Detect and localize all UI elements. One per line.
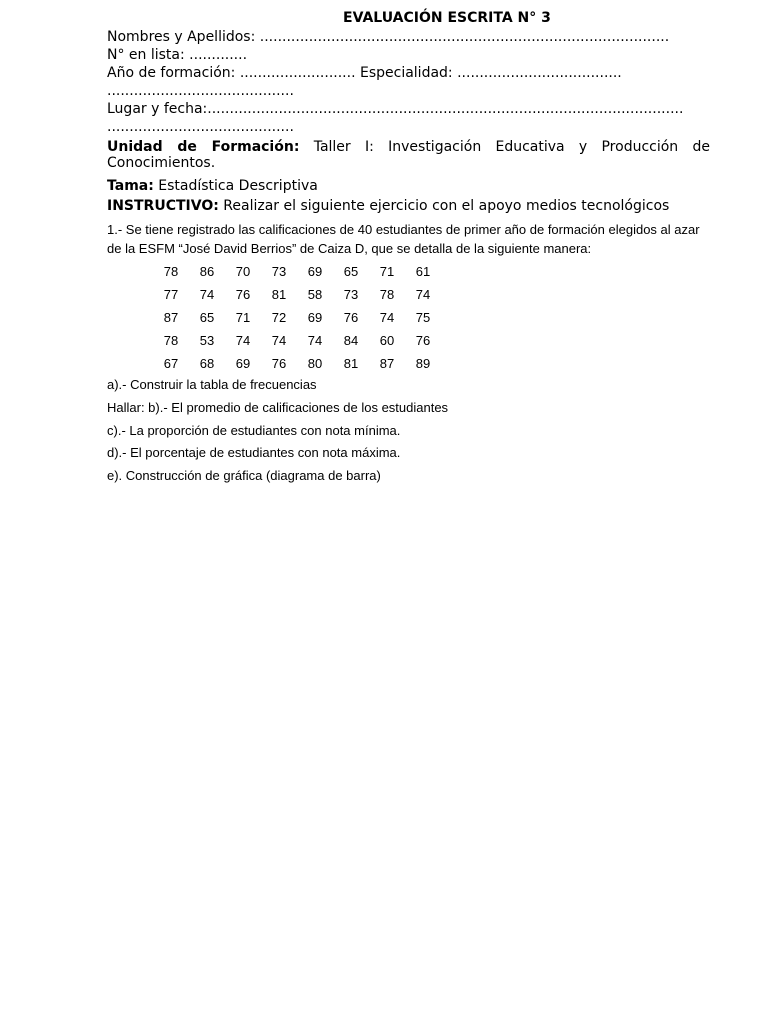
tama-text: Estadística Descriptiva [153,178,318,194]
score-cell: 65 [343,264,359,279]
field-lugar-fecha: Lugar y fecha:........................................................................................................... [107,101,684,117]
field-lista: N° en lista: ............. [107,47,248,63]
scores-row [153,306,441,329]
task-c: c).- La proporción de estudiantes con nota mínima. [107,423,401,438]
score-cell: 74 [307,333,323,348]
score-cell: 77 [163,287,179,302]
score-cell: 69 [307,264,323,279]
instructivo-text: Realizar el siguiente ejercicio con el apoyo medios tecnológicos [218,198,670,214]
score-cell: 58 [307,287,323,302]
score-cell: 81 [271,287,287,302]
score-cell: 69 [307,310,323,325]
score-cell: 53 [199,333,215,348]
score-cell: 76 [235,287,251,302]
unidad-formacion [107,139,710,171]
field-nombres: Nombres y Apellidos: ............................................................................................ [107,29,670,45]
score-cell: 86 [199,264,215,279]
score-cell: 73 [271,264,287,279]
score-cell: 61 [415,264,431,279]
score-cell: 69 [235,356,251,371]
scores-row [153,329,441,352]
tama-line [107,177,318,195]
score-cell: 87 [163,310,179,325]
score-cell: 76 [271,356,287,371]
score-cell: 74 [235,333,251,348]
score-cell: 74 [199,287,215,302]
tama-label: Tama: [107,178,154,194]
scores-row [153,352,441,375]
scores-row [153,283,441,306]
score-cell: 65 [199,310,215,325]
score-cell: 76 [343,310,359,325]
score-cell: 74 [271,333,287,348]
score-cell: 67 [163,356,179,371]
field-anio-especialidad: Año de formación: .......................... Especialidad: ..................................... [107,65,622,81]
task-b: Hallar: b).- El promedio de calificaciones de los estudiantes [107,400,449,415]
score-cell: 71 [235,310,251,325]
score-cell: 74 [379,310,395,325]
scores-row [153,260,441,283]
score-cell: 89 [415,356,431,371]
score-cell: 84 [343,333,359,348]
score-cell: 81 [343,356,359,371]
task-d: d).- El porcentaje de estudiantes con nota máxima. [107,445,401,460]
score-cell: 75 [415,310,431,325]
score-cell: 78 [163,333,179,348]
field-lugar-continuation: .......................................... [107,119,294,135]
task-a: a).- Construir la tabla de frecuencias [107,377,317,392]
score-cell: 71 [379,264,395,279]
unidad-label: Unidad de Formación: [107,139,300,155]
field-anio-continuation: .......................................... [107,83,294,99]
exam-title: EVALUACIÓN ESCRITA N° 3 [343,10,551,26]
score-cell: 76 [415,333,431,348]
score-cell: 73 [343,287,359,302]
task-e: e). Construcción de gráfica (diagrama de barra) [107,468,381,483]
score-cell: 78 [379,287,395,302]
score-cell: 80 [307,356,323,371]
score-cell: 87 [379,356,395,371]
score-cell: 72 [271,310,287,325]
score-cell: 68 [199,356,215,371]
instructivo-line [107,197,669,215]
scores-grid [153,260,441,375]
score-cell: 74 [415,287,431,302]
problem-statement: 1.- Se tiene registrado las calificaciones de 40 estudiantes de primer año de formación elegidos al azar de la ESFM “José David Berrios” de Caiza D, que se detalla de la siguiente manera: [107,222,700,256]
score-cell: 78 [163,264,179,279]
score-cell: 60 [379,333,395,348]
unidad-text: Taller I: Investigación Educativa y Producción de Conocimientos. [107,139,710,171]
score-cell: 70 [235,264,251,279]
instructivo-label: INSTRUCTIVO: [107,198,219,214]
